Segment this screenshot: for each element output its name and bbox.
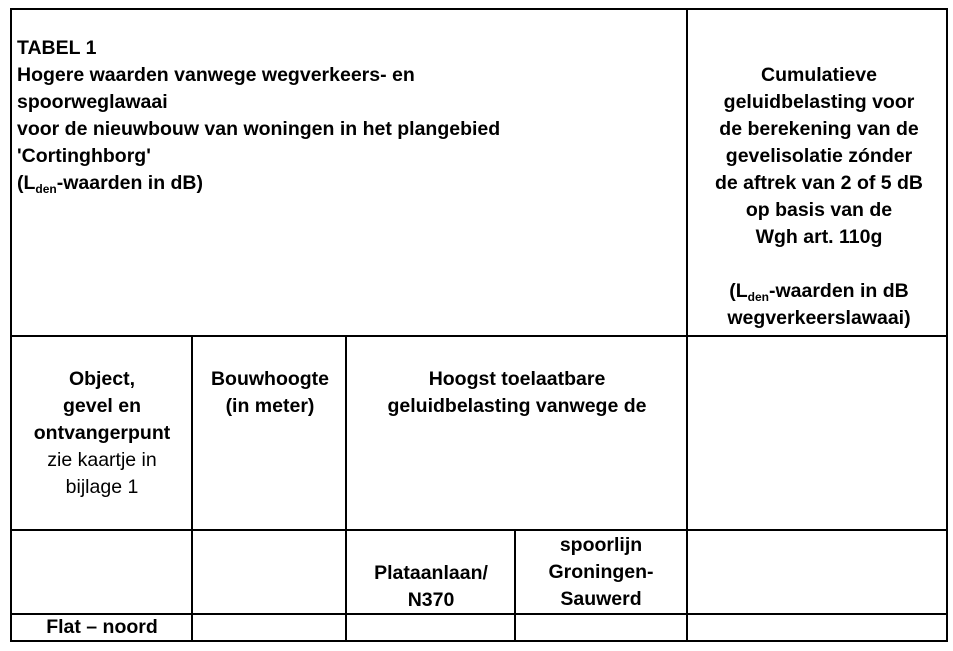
title-line-4: voor de nieuwbouw van woningen in het plangebied xyxy=(17,118,501,140)
hoogst-toelaatbare-header xyxy=(348,366,686,420)
title-unit-subscript: den xyxy=(35,182,57,196)
cumulative-line-3: de berekening van de xyxy=(719,118,919,140)
title-line-3: spoorweglawaai xyxy=(17,91,168,113)
cumulative-line-4: gevelisolatie zónder xyxy=(725,145,913,167)
spoorlijn-line-1: spoorlijn xyxy=(559,534,643,556)
bouwhoogte-column-header xyxy=(194,366,346,420)
title-line-2: Hogere waarden vanwege wegverkeers- en xyxy=(17,64,415,86)
bouwhoogte-line-2: (in meter) xyxy=(225,395,315,417)
table-subheader-divider xyxy=(10,529,948,531)
cumulative-line-2: geluidbelasting voor xyxy=(723,91,915,113)
cumulative-line-1: Cumulatieve xyxy=(761,64,877,86)
spoorlijn-column-header xyxy=(516,532,686,613)
title-line-5: 'Cortinghborg' xyxy=(17,145,151,167)
object-header-line-3: ontvangerpunt xyxy=(33,422,171,444)
spoorlijn-line-3: Sauwerd xyxy=(560,588,642,610)
cumulative-unit-line xyxy=(690,278,948,305)
object-header-line-1: Object, xyxy=(68,368,136,390)
plataanlaan-line-2: N370 xyxy=(407,589,455,611)
object-header-line-2: gevel en xyxy=(62,395,142,417)
title-line-1: TABEL 1 xyxy=(17,37,97,59)
object-column-header xyxy=(12,366,192,501)
cumulative-unit-open: (L xyxy=(729,280,748,302)
object-header-line-4: zie kaartje in xyxy=(47,449,157,471)
cumulative-line-6: op basis van de xyxy=(745,199,893,221)
cumulative-spacer xyxy=(690,251,948,278)
cumulative-line-7: Wgh art. 110g xyxy=(755,226,883,248)
spoorlijn-line-2: Groningen- xyxy=(548,561,654,583)
table-title xyxy=(17,35,677,197)
cumulative-unit-line-2: wegverkeerslawaai) xyxy=(727,307,911,329)
cumulative-header xyxy=(690,62,948,332)
cumulative-line-5: de aftrek van 2 of 5 dB xyxy=(714,172,924,194)
hoogst-line-2: geluidbelasting vanwege de xyxy=(387,395,647,417)
hoogst-line-1: Hoogst toelaatbare xyxy=(428,368,606,390)
table-border-left xyxy=(10,8,12,642)
table-border-top xyxy=(10,8,948,10)
plataanlaan-line-1: Plataanlaan/ xyxy=(374,562,488,584)
plataanlaan-column-header xyxy=(348,560,514,614)
table-header-divider xyxy=(10,335,948,337)
cumulative-unit-rest: -waarden in dB xyxy=(768,280,909,302)
cumulative-unit-subscript: den xyxy=(747,290,769,304)
table-row-object: Flat – noord xyxy=(46,616,158,638)
title-unit-rest: -waarden in dB) xyxy=(56,172,204,194)
title-unit-open: (L xyxy=(17,172,36,194)
title-unit-line xyxy=(17,170,677,197)
bouwhoogte-line-1: Bouwhoogte xyxy=(210,368,330,390)
table-col-divider-4 xyxy=(686,8,688,642)
object-header-line-5: bijlage 1 xyxy=(65,476,139,498)
